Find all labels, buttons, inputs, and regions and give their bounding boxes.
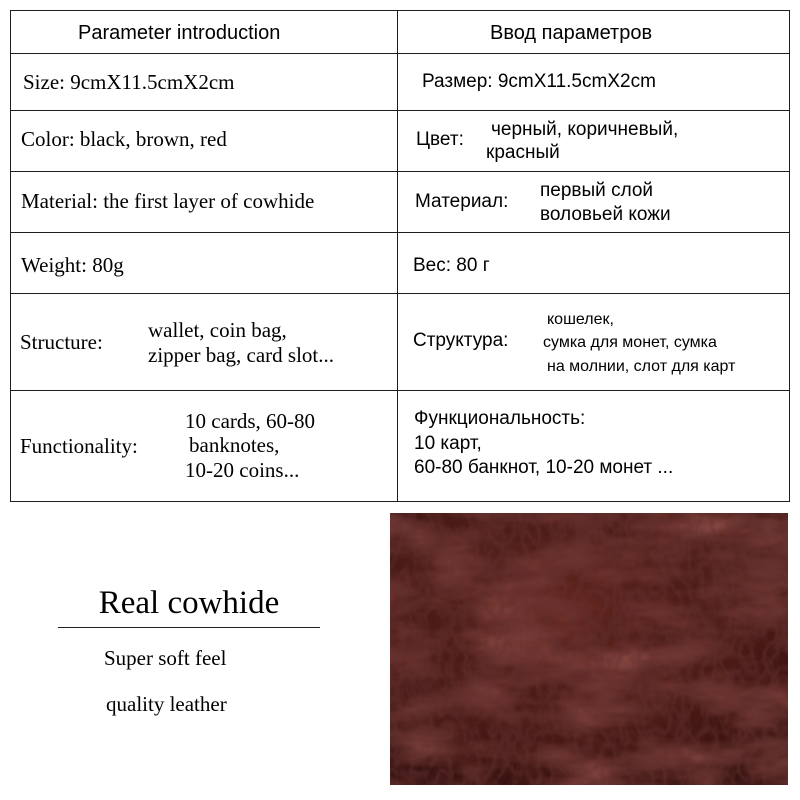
table-row-color-en (10, 110, 398, 171)
functionality-en-value-3: 10-20 coins... (185, 458, 300, 482)
size-ru: Размер: 9cmX11.5cmX2cm (422, 71, 656, 92)
table-row-material-en (10, 171, 398, 232)
structure-en-value-2: zipper bag, card slot... (148, 343, 335, 367)
header-cell-en (10, 10, 398, 53)
structure-ru-value-3: на молнии, слот для карт (547, 358, 736, 375)
promo-divider (58, 627, 320, 628)
material-ru-value-2: воловьей кожи (540, 204, 671, 225)
promo-line-soft-feel: Super soft feel (104, 646, 227, 670)
header-en: Parameter introduction (78, 22, 281, 44)
structure-en-label: Structure: (20, 330, 103, 354)
functionality-en-value-1: 10 cards, 60-80 (185, 409, 316, 433)
size-en: Size: 9cmX11.5cmX2cm (23, 70, 235, 94)
color-ru-value-2: красный (486, 142, 560, 163)
promo-line-quality: quality leather (106, 692, 227, 716)
table-row-color-ru (397, 110, 790, 171)
weight-en: Weight: 80g (21, 253, 124, 277)
table-row-functionality-ru (397, 390, 790, 502)
table-row-material-ru (397, 171, 790, 232)
color-ru-label: Цвет: (416, 129, 464, 150)
material-ru-value-1: первый слой (540, 180, 654, 201)
material-en: Material: the first layer of cowhide (21, 189, 315, 213)
structure-ru-value-2: сумка для монет, сумка (543, 334, 717, 351)
table-row-weight-en (10, 232, 398, 293)
structure-ru-value-1: кошелек, (547, 311, 614, 328)
header-cell-ru (397, 10, 790, 53)
weight-ru: Вес: 80 г (413, 255, 490, 276)
structure-en-value-1: wallet, coin bag, (148, 318, 287, 342)
functionality-ru-line-3: 60-80 банкнот, 10-20 монет ... (414, 457, 674, 478)
functionality-en-label: Functionality: (20, 434, 138, 458)
leather-texture-svg (390, 513, 788, 785)
material-ru-label: Материал: (415, 191, 509, 212)
functionality-ru-line-1: Функциональность: (414, 408, 586, 429)
table-row-structure-en (10, 293, 398, 390)
functionality-ru-line-2: 10 карт, (414, 433, 482, 454)
table-row-structure-ru (397, 293, 790, 390)
promo-title: Real cowhide (98, 585, 280, 621)
table-row-size-en (10, 53, 398, 110)
color-ru-value-1: черный, коричневый, (491, 119, 679, 140)
color-en: Color: black, brown, red (21, 127, 227, 151)
functionality-en-value-2: banknotes, (189, 433, 280, 457)
table-row-size-ru (397, 53, 790, 110)
table-row-functionality-en (10, 390, 398, 502)
table-row-weight-ru (397, 232, 790, 293)
header-ru: Ввод параметров (490, 22, 653, 44)
structure-ru-label: Структура: (413, 330, 509, 351)
leather-texture-image (390, 513, 788, 785)
